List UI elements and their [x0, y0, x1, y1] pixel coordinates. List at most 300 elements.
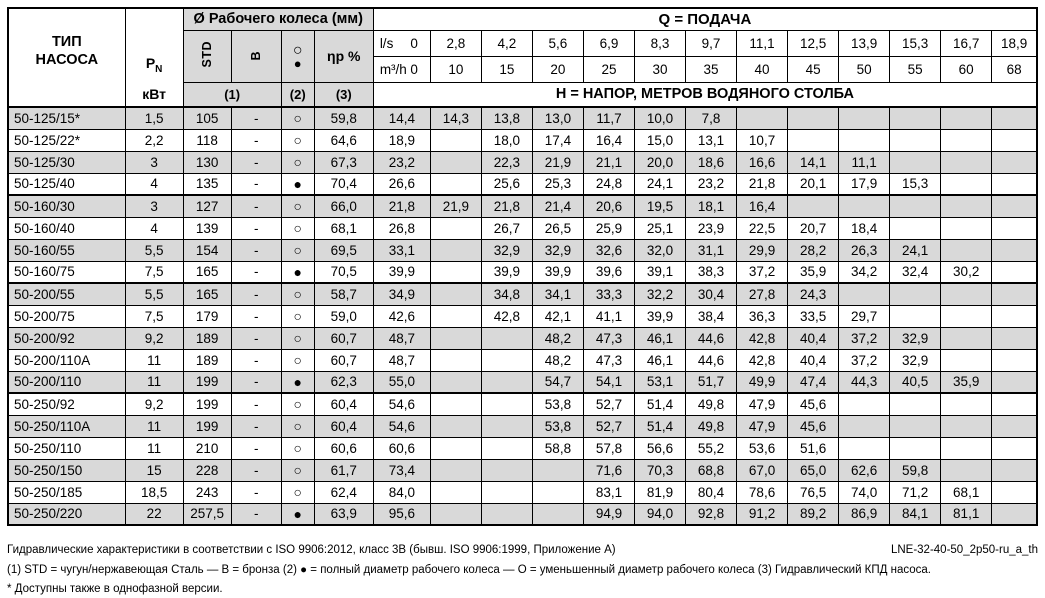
std-diameter-cell: 189	[183, 349, 231, 371]
head-value-cell	[430, 173, 481, 195]
head-value-cell: 25,3	[532, 173, 583, 195]
single-phase-note: * Доступны также в однофазной версии.	[7, 583, 223, 595]
head-value-cell	[890, 107, 941, 129]
head-value-cell: 39,6	[583, 261, 634, 283]
std-diameter-cell: 135	[183, 173, 231, 195]
efficiency-cell: 60,4	[314, 393, 373, 415]
head-value-cell: 32,9	[532, 239, 583, 261]
table-row	[8, 503, 1037, 525]
head-value-cell: 16,4	[737, 195, 788, 217]
table-row	[8, 173, 1037, 195]
head-value-cell	[941, 217, 992, 239]
head-value-cell	[430, 129, 481, 151]
head-value-cell	[430, 151, 481, 173]
head-value-cell	[839, 437, 890, 459]
head-value-cell: 80,4	[686, 481, 737, 503]
flow-m3h-value: 35	[686, 56, 737, 82]
head-value-cell	[839, 415, 890, 437]
head-value-cell: 76,5	[788, 481, 839, 503]
flow-m3h-value: 40	[737, 56, 788, 82]
head-value-cell: 10,7	[737, 129, 788, 151]
table-row	[8, 217, 1037, 239]
table-row	[8, 371, 1037, 393]
impeller-symbol-cell: ○	[281, 151, 314, 173]
std-diameter-cell: 139	[183, 217, 231, 239]
head-value-cell: 94,0	[634, 503, 685, 525]
head-value-cell: 55,2	[686, 437, 737, 459]
head-value-cell: 18,1	[686, 195, 737, 217]
impeller-diameter-header: Ø Рабочего колеса (мм)	[183, 8, 373, 30]
flow-ls-value: 4,2	[481, 30, 532, 56]
efficiency-cell: 59,0	[314, 305, 373, 327]
head-value-cell: 53,8	[532, 415, 583, 437]
efficiency-cell: 68,1	[314, 217, 373, 239]
head-value-cell: 20,6	[583, 195, 634, 217]
bronze-cell: -	[231, 481, 281, 503]
head-value-cell	[890, 393, 941, 415]
head-value-cell: 34,1	[532, 283, 583, 305]
head-value-cell	[992, 371, 1037, 393]
head-value-cell: 44,3	[839, 371, 890, 393]
head-value-cell: 22,3	[481, 151, 532, 173]
head-value-cell	[941, 173, 992, 195]
flow-ls-value: 18,9	[992, 30, 1037, 56]
head-value-cell	[839, 195, 890, 217]
head-value-cell: 84,1	[890, 503, 941, 525]
reduced-diameter-icon: ○	[292, 41, 303, 59]
head-value-cell: 23,2	[373, 151, 430, 173]
head-value-cell: 47,3	[583, 349, 634, 371]
head-value-cell: 62,6	[839, 459, 890, 481]
head-value-cell: 17,4	[532, 129, 583, 151]
head-value-cell: 45,6	[788, 415, 839, 437]
head-value-cell: 14,4	[373, 107, 430, 129]
efficiency-header: ηp %	[314, 30, 373, 82]
bronze-cell: -	[231, 393, 281, 415]
footnote-ref-1: (1)	[183, 82, 281, 107]
head-value-cell: 71,2	[890, 481, 941, 503]
efficiency-cell: 62,4	[314, 481, 373, 503]
head-value-cell: 24,8	[583, 173, 634, 195]
head-value-cell: 42,8	[737, 349, 788, 371]
power-cell: 22	[125, 503, 183, 525]
head-value-cell	[992, 195, 1037, 217]
head-value-cell: 48,2	[532, 349, 583, 371]
head-value-cell: 42,6	[373, 305, 430, 327]
head-value-cell: 20,0	[634, 151, 685, 173]
head-value-cell: 38,3	[686, 261, 737, 283]
head-value-cell	[430, 503, 481, 525]
table-row	[8, 107, 1037, 129]
head-value-cell	[992, 437, 1037, 459]
power-cell: 3	[125, 195, 183, 217]
flow-m3h-value: 30	[634, 56, 685, 82]
power-cell: 11	[125, 349, 183, 371]
pump-type-header-line1: ТИП	[51, 33, 82, 50]
head-value-cell: 70,3	[634, 459, 685, 481]
head-value-cell	[430, 415, 481, 437]
head-value-cell	[941, 283, 992, 305]
bronze-cell: -	[231, 283, 281, 305]
pump-type-cell: 50-160/40	[8, 217, 125, 239]
power-cell: 5,5	[125, 239, 183, 261]
head-value-cell: 26,5	[532, 217, 583, 239]
bronze-cell: -	[231, 459, 281, 481]
head-value-cell: 16,6	[737, 151, 788, 173]
table-row	[8, 129, 1037, 151]
impeller-symbol-cell: ○	[281, 239, 314, 261]
pump-type-cell: 50-125/22*	[8, 129, 125, 151]
power-cell: 11	[125, 415, 183, 437]
head-value-cell	[481, 349, 532, 371]
head-value-cell: 47,9	[737, 393, 788, 415]
head-value-cell: 91,2	[737, 503, 788, 525]
head-value-cell	[481, 481, 532, 503]
head-value-cell	[430, 349, 481, 371]
head-value-cell: 11,1	[839, 151, 890, 173]
pump-type-cell: 50-250/220	[8, 503, 125, 525]
bronze-cell: -	[231, 129, 281, 151]
head-value-cell: 34,9	[373, 283, 430, 305]
bronze-cell: -	[231, 107, 281, 129]
head-value-cell: 14,1	[788, 151, 839, 173]
m3h-zero-value: 0	[410, 61, 418, 77]
head-value-cell: 32,4	[890, 261, 941, 283]
head-value-cell: 49,8	[686, 393, 737, 415]
std-diameter-cell: 210	[183, 437, 231, 459]
head-value-cell: 42,8	[737, 327, 788, 349]
head-value-cell	[788, 107, 839, 129]
head-value-cell: 33,3	[583, 283, 634, 305]
pump-type-header	[8, 8, 125, 107]
bronze-cell: -	[231, 239, 281, 261]
impeller-symbol-cell: ○	[281, 437, 314, 459]
impeller-symbol-cell: ○	[281, 327, 314, 349]
std-diameter-cell: 228	[183, 459, 231, 481]
head-value-cell: 13,8	[481, 107, 532, 129]
head-value-cell: 38,4	[686, 305, 737, 327]
head-value-cell: 48,2	[532, 327, 583, 349]
head-value-cell: 36,3	[737, 305, 788, 327]
head-value-cell	[481, 371, 532, 393]
table-row	[8, 305, 1037, 327]
head-value-cell	[890, 437, 941, 459]
std-diameter-cell: 127	[183, 195, 231, 217]
head-value-cell: 7,8	[686, 107, 737, 129]
head-value-cell	[430, 481, 481, 503]
impeller-symbol-cell: ○	[281, 107, 314, 129]
impeller-symbol-cell: ○	[281, 305, 314, 327]
bronze-cell: -	[231, 437, 281, 459]
head-value-cell: 48,7	[373, 327, 430, 349]
flow-m3h-value: 60	[941, 56, 992, 82]
head-value-cell: 35,9	[941, 371, 992, 393]
head-value-cell	[532, 503, 583, 525]
head-value-cell: 26,3	[839, 239, 890, 261]
head-value-cell: 68,1	[941, 481, 992, 503]
flow-ls-value: 11,1	[737, 30, 788, 56]
head-value-cell: 60,6	[373, 437, 430, 459]
std-diameter-cell: 165	[183, 261, 231, 283]
efficiency-cell: 60,6	[314, 437, 373, 459]
legend-note: (1) STD = чугун/нержавеющая Сталь — В = бронза (2) ● = полный диаметр рабочего колеса — О = уменьшенный диаметр рабочего колеса (3) Гидравлический КПД насоса.	[7, 563, 931, 576]
table-row	[8, 151, 1037, 173]
pump-type-cell: 50-250/110A	[8, 415, 125, 437]
efficiency-cell: 62,3	[314, 371, 373, 393]
pump-type-cell: 50-200/110	[8, 371, 125, 393]
flow-m3h-value: 50	[839, 56, 890, 82]
head-value-cell	[992, 503, 1037, 525]
head-value-cell	[890, 129, 941, 151]
head-value-cell: 47,9	[737, 415, 788, 437]
head-value-cell: 25,6	[481, 173, 532, 195]
head-value-cell: 42,8	[481, 305, 532, 327]
head-value-cell: 51,6	[788, 437, 839, 459]
power-unit: кВт	[142, 86, 167, 102]
efficiency-cell: 66,0	[314, 195, 373, 217]
head-value-cell: 89,2	[788, 503, 839, 525]
head-value-cell	[941, 327, 992, 349]
head-value-cell	[992, 261, 1037, 283]
head-value-cell: 17,9	[839, 173, 890, 195]
head-value-cell: 13,1	[686, 129, 737, 151]
head-value-cell: 68,8	[686, 459, 737, 481]
table-row	[8, 349, 1037, 371]
head-value-cell	[430, 327, 481, 349]
power-cell: 5,5	[125, 283, 183, 305]
table-row	[8, 437, 1037, 459]
head-value-cell: 53,8	[532, 393, 583, 415]
bronze-cell: -	[231, 349, 281, 371]
bronze-column-header: B	[231, 30, 281, 82]
head-value-cell	[941, 239, 992, 261]
head-value-cell	[992, 393, 1037, 415]
head-value-cell: 20,7	[788, 217, 839, 239]
head-value-cell: 84,0	[373, 481, 430, 503]
std-diameter-cell: 199	[183, 371, 231, 393]
head-value-cell: 26,6	[373, 173, 430, 195]
efficiency-cell: 60,7	[314, 349, 373, 371]
head-value-cell	[839, 393, 890, 415]
head-value-cell: 15,0	[634, 129, 685, 151]
head-value-cell: 39,9	[532, 261, 583, 283]
head-value-cell: 54,6	[373, 415, 430, 437]
head-value-cell	[992, 349, 1037, 371]
head-value-cell	[481, 503, 532, 525]
impeller-symbol-cell: ○	[281, 195, 314, 217]
footnote-ref-2: (2)	[281, 82, 314, 107]
head-value-cell: 16,4	[583, 129, 634, 151]
pump-type-cell: 50-125/40	[8, 173, 125, 195]
head-value-cell	[430, 371, 481, 393]
head-value-cell: 26,8	[373, 217, 430, 239]
power-cell: 2,2	[125, 129, 183, 151]
document-code: LNE-32-40-50_2p50-ru_a_th	[890, 544, 1038, 556]
head-value-cell	[941, 305, 992, 327]
efficiency-cell: 58,7	[314, 283, 373, 305]
head-value-cell: 33,5	[788, 305, 839, 327]
full-diameter-icon: ●	[293, 55, 302, 71]
impeller-symbol-cell: ●	[281, 173, 314, 195]
head-value-cell: 29,9	[737, 239, 788, 261]
head-value-cell: 26,7	[481, 217, 532, 239]
head-value-cell: 37,2	[839, 327, 890, 349]
std-diameter-cell: 105	[183, 107, 231, 129]
flow-ls-value: 8,3	[634, 30, 685, 56]
head-value-cell	[481, 415, 532, 437]
head-value-cell: 49,9	[737, 371, 788, 393]
impeller-symbol-cell: ●	[281, 371, 314, 393]
head-value-cell: 25,9	[583, 217, 634, 239]
pump-type-cell: 50-160/30	[8, 195, 125, 217]
head-value-cell: 23,9	[686, 217, 737, 239]
head-value-cell: 18,9	[373, 129, 430, 151]
power-cell: 15	[125, 459, 183, 481]
head-value-cell: 95,6	[373, 503, 430, 525]
head-value-cell: 11,7	[583, 107, 634, 129]
head-value-cell: 23,2	[686, 173, 737, 195]
head-value-cell	[941, 107, 992, 129]
impeller-symbol-cell: ○	[281, 481, 314, 503]
bronze-cell: -	[231, 371, 281, 393]
efficiency-cell: 69,5	[314, 239, 373, 261]
head-value-cell: 40,4	[788, 349, 839, 371]
head-value-cell: 54,1	[583, 371, 634, 393]
head-value-cell	[481, 393, 532, 415]
head-value-cell: 40,4	[788, 327, 839, 349]
head-value-cell: 20,1	[788, 173, 839, 195]
efficiency-cell: 63,9	[314, 503, 373, 525]
head-value-cell	[992, 151, 1037, 173]
head-value-cell	[992, 107, 1037, 129]
head-value-cell	[890, 151, 941, 173]
head-value-cell: 32,9	[481, 239, 532, 261]
head-value-cell	[839, 107, 890, 129]
pump-type-cell: 50-200/92	[8, 327, 125, 349]
head-value-cell: 32,2	[634, 283, 685, 305]
head-value-cell	[992, 415, 1037, 437]
std-diameter-cell: 154	[183, 239, 231, 261]
flow-ls-value: 5,6	[532, 30, 583, 56]
head-value-cell: 49,8	[686, 415, 737, 437]
impeller-symbol-cell: ○	[281, 459, 314, 481]
head-value-cell: 30,2	[941, 261, 992, 283]
pump-type-cell: 50-250/110	[8, 437, 125, 459]
head-value-cell: 24,3	[788, 283, 839, 305]
head-value-cell: 21,8	[373, 195, 430, 217]
flow-header: Q = ПОДАЧА	[373, 8, 1037, 30]
flow-m3h-value: 10	[430, 56, 481, 82]
head-value-cell: 73,4	[373, 459, 430, 481]
head-value-cell: 32,6	[583, 239, 634, 261]
head-value-cell: 39,1	[634, 261, 685, 283]
table-row	[8, 415, 1037, 437]
power-cell: 7,5	[125, 261, 183, 283]
pump-type-cell: 50-125/15*	[8, 107, 125, 129]
efficiency-cell: 64,6	[314, 129, 373, 151]
std-diameter-cell: 179	[183, 305, 231, 327]
head-value-cell: 37,2	[737, 261, 788, 283]
head-value-cell	[941, 393, 992, 415]
head-value-cell: 59,8	[890, 459, 941, 481]
bronze-cell: -	[231, 327, 281, 349]
head-value-cell	[788, 195, 839, 217]
impeller-symbol-header	[281, 30, 314, 82]
head-value-cell: 19,5	[634, 195, 685, 217]
table-row	[8, 261, 1037, 283]
head-value-cell: 57,8	[583, 437, 634, 459]
flow-m3h-value: 55	[890, 56, 941, 82]
power-cell: 3	[125, 151, 183, 173]
impeller-symbol-cell: ●	[281, 261, 314, 283]
head-value-cell	[481, 327, 532, 349]
head-value-cell: 48,7	[373, 349, 430, 371]
flow-ls-value: 12,5	[788, 30, 839, 56]
efficiency-cell: 70,5	[314, 261, 373, 283]
head-value-cell: 44,6	[686, 349, 737, 371]
head-value-cell	[788, 129, 839, 151]
head-value-cell: 24,1	[890, 239, 941, 261]
head-value-cell: 39,9	[373, 261, 430, 283]
table-row	[8, 195, 1037, 217]
head-value-cell: 40,5	[890, 371, 941, 393]
head-row-title: Н = НАПОР, МЕТРОВ ВОДЯНОГО СТОЛБА	[373, 82, 1037, 107]
std-diameter-cell: 243	[183, 481, 231, 503]
head-value-cell: 21,8	[481, 195, 532, 217]
table-row	[8, 459, 1037, 481]
head-value-cell	[737, 107, 788, 129]
head-value-cell: 58,8	[532, 437, 583, 459]
power-cell: 18,5	[125, 481, 183, 503]
head-value-cell: 39,9	[481, 261, 532, 283]
head-value-cell	[992, 173, 1037, 195]
head-value-cell: 41,1	[583, 305, 634, 327]
head-value-cell: 83,1	[583, 481, 634, 503]
flow-m3h-value: 68	[992, 56, 1037, 82]
bronze-cell: -	[231, 217, 281, 239]
head-value-cell: 51,4	[634, 415, 685, 437]
pump-type-cell: 50-200/75	[8, 305, 125, 327]
head-value-cell: 10,0	[634, 107, 685, 129]
head-value-cell: 14,3	[430, 107, 481, 129]
head-value-cell: 42,1	[532, 305, 583, 327]
efficiency-cell: 70,4	[314, 173, 373, 195]
head-value-cell	[532, 481, 583, 503]
head-value-cell: 44,6	[686, 327, 737, 349]
head-value-cell: 46,1	[634, 327, 685, 349]
head-value-cell	[430, 305, 481, 327]
head-value-cell: 65,0	[788, 459, 839, 481]
head-value-cell: 30,4	[686, 283, 737, 305]
head-value-cell: 32,9	[890, 327, 941, 349]
head-value-cell: 29,7	[839, 305, 890, 327]
table-row	[8, 327, 1037, 349]
pump-type-cell: 50-250/185	[8, 481, 125, 503]
head-value-cell: 94,9	[583, 503, 634, 525]
head-value-cell: 35,9	[788, 261, 839, 283]
head-value-cell: 21,4	[532, 195, 583, 217]
head-value-cell: 67,0	[737, 459, 788, 481]
flow-ls-value: 15,3	[890, 30, 941, 56]
head-value-cell: 51,7	[686, 371, 737, 393]
head-value-cell: 21,9	[532, 151, 583, 173]
head-value-cell: 13,0	[532, 107, 583, 129]
head-value-cell: 54,7	[532, 371, 583, 393]
power-symbol: $P_N$	[145, 55, 163, 75]
head-value-cell: 21,9	[430, 195, 481, 217]
head-value-cell: 81,9	[634, 481, 685, 503]
flow-m3h-value: 25	[583, 56, 634, 82]
